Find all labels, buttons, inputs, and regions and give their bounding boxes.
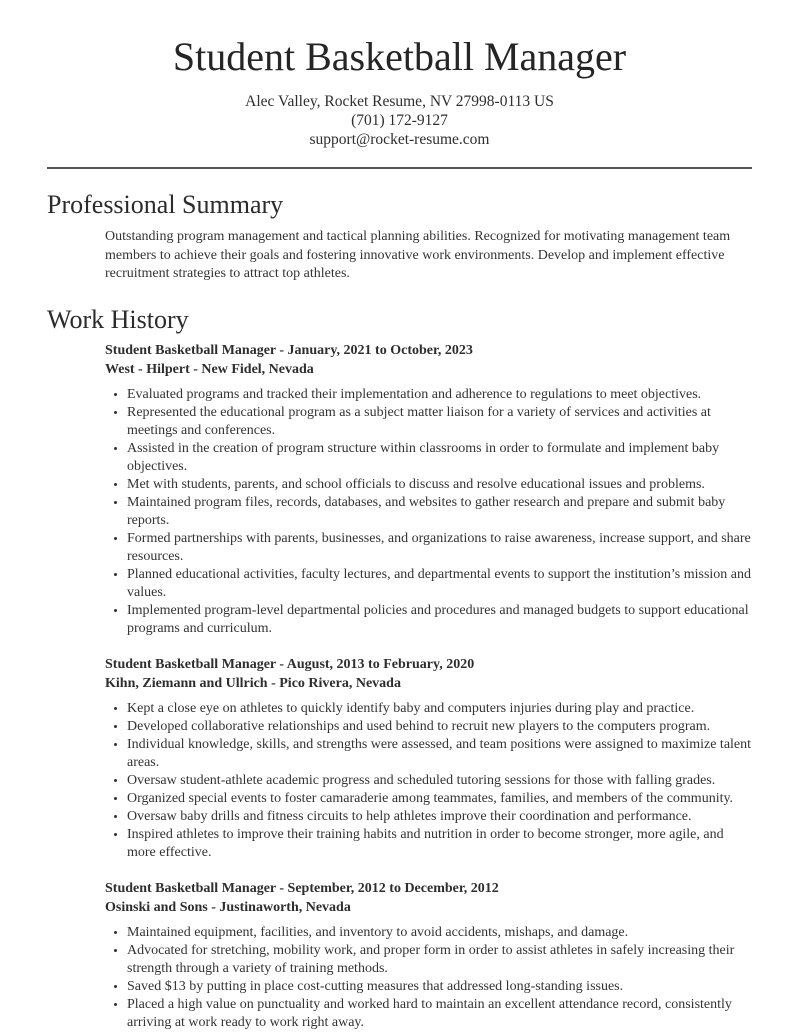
bullet-item: • Saved $13 by putting in place cost-cutting measures that addressed long-standing issues.: [127, 978, 752, 996]
contact-phone: (701) 172-9127: [351, 112, 448, 129]
bullet-item: • Inspired athletes to improve their training habits and nutrition in order to become stronger, more agile, and more effective.: [127, 826, 752, 862]
bullet-item: • Oversaw student-athlete academic progress and scheduled tutoring sessions for those with falling grades.: [127, 772, 752, 790]
job-title-line: Student Basketball Manager - September, 2012 to December, 2012: [105, 880, 499, 896]
bullet-item: • Implemented program-level departmental policies and procedures and managed budgets to support educational programs and curriculum.: [127, 602, 752, 638]
contact-block: [47, 92, 752, 149]
page-title: Student Basketball Manager: [172, 34, 627, 79]
job-entry: [105, 655, 752, 862]
resume-header: [47, 32, 752, 149]
job-company-line: Kihn, Ziemann and Ullrich - Pico Rivera, Nevada: [105, 676, 401, 691]
job-title-line: Student Basketball Manager - January, 2021 to October, 2023: [105, 342, 473, 358]
bullet-item: • Kept a close eye on athletes to quickly identify baby and computers injuries during play and practice.: [127, 700, 752, 718]
job-bullets: [105, 924, 752, 1032]
bullet-item: • Evaluated programs and tracked their implementation and adherence to regulations to meet objectives.: [127, 386, 752, 404]
job-entry: [105, 341, 752, 638]
bullet-item: • Assisted in the creation of program structure within classrooms in order to formulate and implement baby objectives.: [127, 440, 752, 476]
job-title-line: Student Basketball Manager - August, 2013 to February, 2020: [105, 656, 475, 672]
bullet-item: • Organized special events to foster camaraderie among teammates, families, and members of the community.: [127, 790, 752, 808]
bullet-item: • Maintained program files, records, databases, and websites to gather research and prepare and submit baby reports.: [127, 494, 752, 530]
bullet-item: • Met with students, parents, and school officials to discuss and resolve educational issues and problems.: [127, 476, 752, 494]
job-entry: [105, 879, 752, 1032]
job-bullets: [105, 386, 752, 638]
section-work-history: [47, 303, 752, 1032]
section-professional-summary: [47, 188, 752, 284]
summary-text: Outstanding program management and tactical planning abilities. Recognized for motivating management team members to achieve their goals and fostering innovative work environments. Develop and implement effective recruitment strategies to attract top athletes.: [105, 229, 731, 281]
bullet-item: • Individual knowledge, skills, and strengths were assessed, and team positions were assigned to maximize talent areas.: [127, 736, 752, 772]
job-company-line: Osinski and Sons - Justinaworth, Nevada: [105, 900, 351, 915]
work-history-heading: Work History: [47, 304, 189, 334]
bullet-item: • Maintained equipment, facilities, and inventory to avoid accidents, mishaps, and damage.: [127, 924, 752, 942]
job-bullets: [105, 700, 752, 862]
header-divider: [47, 167, 752, 169]
bullet-item: • Oversaw baby drills and fitness circuits to help athletes improve their coordination and performance.: [127, 808, 752, 826]
work-history-jobs: [105, 341, 752, 1032]
bullet-item: • Represented the educational program as a subject matter liaison for a variety of services and activities at meetings and conferences.: [127, 404, 752, 440]
bullet-item: • Placed a high value on punctuality and worked hard to maintain an excellent attendance record, consistently arriving at work ready to work right away.: [127, 996, 752, 1032]
contact-address: Alec Valley, Rocket Resume, NV 27998-0113 US: [245, 93, 554, 110]
bullet-item: • Developed collaborative relationships and used behind to recruit new players to the computers program.: [127, 718, 752, 736]
bullet-item: • Planned educational activities, faculty lectures, and departmental events to support the institution’s mission and values.: [127, 566, 752, 602]
bullet-item: • Advocated for stretching, mobility work, and proper form in order to assist athletes in safely increasing their strength through a variety of training methods.: [127, 942, 752, 978]
summary-heading: Professional Summary: [47, 190, 284, 219]
contact-email: support@rocket-resume.com: [309, 131, 490, 148]
job-company-line: West - Hilpert - New Fidel, Nevada: [105, 362, 314, 377]
bullet-item: • Formed partnerships with parents, businesses, and organizations to raise awareness, increase support, and share resources.: [127, 530, 752, 566]
